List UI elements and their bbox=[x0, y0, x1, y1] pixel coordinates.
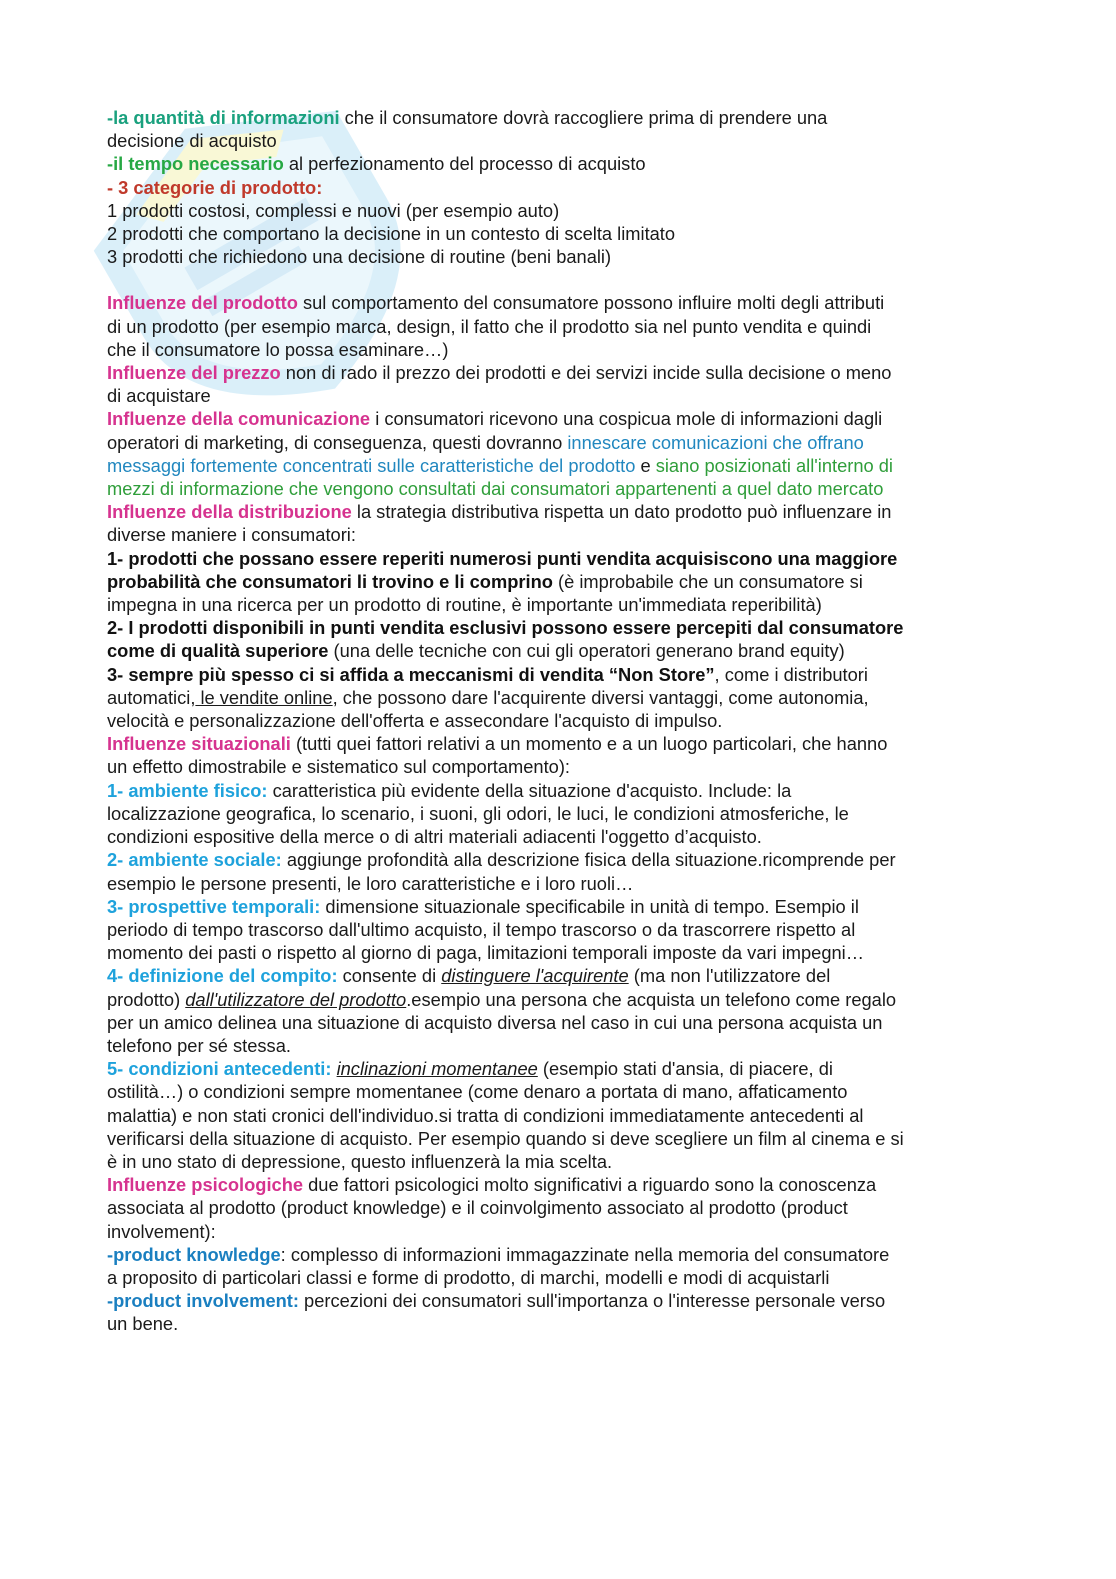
text-line bbox=[107, 1289, 1012, 1312]
text-line bbox=[107, 129, 1012, 152]
text-line bbox=[107, 500, 1012, 523]
text-line bbox=[107, 431, 1012, 454]
text-span: un bene. bbox=[107, 1313, 179, 1335]
text-span: e bbox=[635, 454, 656, 476]
text-line bbox=[107, 222, 1012, 245]
text-span: involvement): bbox=[107, 1220, 216, 1242]
text-line bbox=[107, 407, 1012, 430]
styled-text-span: -product knowledge bbox=[107, 1243, 281, 1265]
text-span: automatici, bbox=[107, 686, 196, 708]
text-span: (è improbabile che un consumatore si bbox=[552, 570, 863, 592]
text-line bbox=[107, 477, 1012, 500]
styled-text-span: -il tempo necessario bbox=[107, 153, 284, 175]
text-span: localizzazione geografica, lo scenario, i suoni, gli odori, le luci, le condizioni atmosferiche, le bbox=[107, 802, 849, 824]
text-line bbox=[107, 291, 1012, 314]
text-span: la strategia distributiva rispetta un dato prodotto può influenzare in bbox=[351, 501, 892, 523]
text-span: velocità e personalizzazione dell'offerta e assecondare l'acquisto di impulso. bbox=[107, 710, 723, 732]
text-line bbox=[107, 1034, 1012, 1057]
styled-text-span: Influenze psicologiche bbox=[107, 1174, 304, 1196]
text-line bbox=[107, 1011, 1012, 1034]
text-span: sul comportamento del consumatore possono influire molti degli attributi bbox=[297, 292, 885, 314]
text-line bbox=[107, 709, 1012, 732]
text-span: di un prodotto (per esempio marca, design, il fatto che il prodotto sia nel punto vendita e quindi bbox=[107, 315, 872, 337]
text-line bbox=[107, 616, 1012, 639]
text-span: associata al prodotto (product knowledge) e il coinvolgimento associato al prodotto (product bbox=[107, 1197, 848, 1219]
text-span: (ma non l'utilizzatore del bbox=[628, 965, 831, 987]
text-span: dimensione situazionale specificabile in unità di tempo. Esempio il bbox=[320, 895, 859, 917]
text-span: malattia) e non stati cronici dell'individuo.si tratta di condizioni immediatamente antecedenti al bbox=[107, 1104, 864, 1126]
styled-text-span: 2- I prodotti disponibili in punti vendita esclusivi possono essere percepiti dal consumatore bbox=[107, 617, 904, 639]
text-span: di acquistare bbox=[107, 385, 211, 407]
text-line bbox=[107, 1243, 1012, 1266]
text-line bbox=[107, 1220, 1012, 1243]
text-span: operatori di marketing, di conseguenza, questi dovranno bbox=[107, 431, 568, 453]
styled-text-span: dall'utilizzatore del prodotto bbox=[185, 988, 407, 1010]
text-span: a proposito di particolari classi e forme di prodotto, di marchi, modelli e modi di acquistarli bbox=[107, 1266, 830, 1288]
text-line bbox=[107, 106, 1012, 129]
text-span: al perfezionamento del processo di acquisto bbox=[283, 153, 646, 175]
text-span: un effetto dimostrabile e sistematico sul comportamento): bbox=[107, 756, 571, 778]
styled-text-span: messaggi fortemente concentrati sulle caratteristiche del prodotto bbox=[107, 454, 636, 476]
styled-text-span: 2- ambiente sociale: bbox=[107, 849, 282, 871]
text-span: i consumatori ricevono una cospicua mole di informazioni dagli bbox=[370, 408, 883, 430]
text-span: periodo di tempo trascorso dall'ultimo acquisto, il tempo trascorso o da trascorrere rispetto al bbox=[107, 918, 856, 940]
styled-text-span: 4- definizione del compito: bbox=[107, 965, 338, 987]
text-span: prodotto) bbox=[107, 988, 186, 1010]
text-span: non di rado il prezzo dei prodotti e dei servizi incide sulla decisione o meno bbox=[280, 362, 892, 384]
text-line bbox=[107, 1127, 1012, 1150]
text-span: è in uno stato di depressione, questo influenzerà la mia scelta. bbox=[107, 1150, 613, 1172]
text-span: percezioni dei consumatori sull'importanza o l'interesse personale verso bbox=[298, 1290, 886, 1312]
text-line bbox=[107, 152, 1012, 175]
text-span: condizioni espositive della merce o di altri materiali adiacenti l'oggetto d’acquisto. bbox=[107, 826, 762, 848]
text-span: momento dei pasti o rispetto al giorno di paga, limitazioni temporali imposte da vari impegni… bbox=[107, 942, 865, 964]
text-span: che il consumatore dovrà raccogliere prima di prendere una bbox=[339, 107, 828, 128]
styled-text-span: le vendite online bbox=[195, 686, 333, 708]
styled-text-span: mezzi di informazione che vengono consultati dai consumatori appartenenti a quel dato mercato bbox=[107, 478, 884, 500]
text-span: 3 prodotti che richiedono una decisione di routine (beni banali) bbox=[107, 246, 612, 268]
styled-text-span: Influenze del prodotto bbox=[107, 292, 298, 314]
styled-text-span: innescare comunicazioni che offrano bbox=[567, 431, 864, 453]
text-span: esempio le persone presenti, le loro caratteristiche e i loro ruoli… bbox=[107, 872, 634, 894]
styled-text-span: distinguere l'acquirente bbox=[441, 965, 629, 987]
document-body bbox=[107, 106, 1012, 1336]
text-span: ostilità…) o condizioni sempre momentanee (come denaro a portata di mano, affaticamento bbox=[107, 1081, 848, 1103]
text-line bbox=[107, 895, 1012, 918]
styled-text-span: 3- prospettive temporali: bbox=[107, 895, 321, 917]
text-span: impegna in una ricerca per un prodotto di routine, è importante un'immediata reperibilità) bbox=[107, 594, 822, 616]
styled-text-span: Influenze della distribuzione bbox=[107, 501, 352, 523]
text-span: 1 prodotti costosi, complessi e nuovi (per esempio auto) bbox=[107, 199, 560, 221]
text-line bbox=[107, 918, 1012, 941]
styled-text-span: siano posizionati all'interno di bbox=[655, 454, 893, 476]
text-span: 2 prodotti che comportano la decisione in un contesto di scelta limitato bbox=[107, 223, 676, 245]
styled-text-span: 1- ambiente fisico: bbox=[107, 779, 268, 801]
text-line bbox=[107, 338, 1012, 361]
styled-text-span: inclinazioni momentanee bbox=[336, 1058, 538, 1080]
text-span: due fattori psicologici molto significativi a riguardo sono la conoscenza bbox=[303, 1174, 877, 1196]
text-line bbox=[107, 802, 1012, 825]
text-line bbox=[107, 1104, 1012, 1127]
styled-text-span: 5- condizioni antecedenti: bbox=[107, 1058, 332, 1080]
text-line bbox=[107, 454, 1012, 477]
text-span: , che possono dare l'acquirente diversi vantaggi, come autonomia, bbox=[332, 686, 869, 708]
text-span: telefono per sé stessa. bbox=[107, 1034, 291, 1056]
text-line bbox=[107, 732, 1012, 755]
text-span: : complesso di informazioni immagazzinate nella memoria del consumatore bbox=[280, 1243, 890, 1265]
text-line bbox=[107, 199, 1012, 222]
styled-text-span: come di qualità superiore bbox=[107, 640, 329, 662]
text-span: consente di bbox=[337, 965, 442, 987]
styled-text-span: Influenze del prezzo bbox=[107, 362, 281, 384]
styled-text-span: Influenze della comunicazione bbox=[107, 408, 371, 430]
text-line bbox=[107, 593, 1012, 616]
text-line bbox=[107, 941, 1012, 964]
text-line bbox=[107, 1150, 1012, 1173]
text-line bbox=[107, 755, 1012, 778]
text-line bbox=[107, 1312, 1012, 1335]
text-span: (esempio stati d'ansia, di piacere, di bbox=[537, 1058, 833, 1080]
text-line bbox=[107, 639, 1012, 662]
text-span: caratteristica più evidente della situazione d'acquisto. Include: la bbox=[267, 779, 792, 801]
text-span: che il consumatore lo possa esaminare…) bbox=[107, 338, 449, 360]
text-span: per un amico delinea una situazione di acquisto diversa nel caso in cui una persona acquista un bbox=[107, 1011, 883, 1033]
text-line bbox=[107, 1057, 1012, 1080]
text-line bbox=[107, 1080, 1012, 1103]
text-span: .esempio una persona che acquista un telefono come regalo bbox=[406, 988, 897, 1010]
styled-text-span: -product involvement: bbox=[107, 1290, 299, 1312]
text-line bbox=[107, 988, 1012, 1011]
text-line bbox=[107, 523, 1012, 546]
text-line bbox=[107, 384, 1012, 407]
styled-text-span: Influenze situazionali bbox=[107, 733, 291, 755]
text-line bbox=[107, 779, 1012, 802]
text-span: , come i distributori bbox=[714, 663, 868, 685]
text-line bbox=[107, 361, 1012, 384]
styled-text-span: probabilità che consumatori li trovino e li comprino bbox=[107, 570, 553, 592]
text-span: decisione di acquisto bbox=[107, 130, 277, 152]
text-span: verificarsi della situazione di acquisto. Per esempio quando si deve scegliere un film al cinema e si bbox=[107, 1127, 904, 1149]
paragraph-gap bbox=[107, 268, 1012, 291]
text-span: aggiunge profondità alla descrizione fisica della situazione.ricomprende per bbox=[281, 849, 896, 871]
text-line bbox=[107, 1173, 1012, 1196]
text-line bbox=[107, 547, 1012, 570]
text-line bbox=[107, 315, 1012, 338]
text-line bbox=[107, 825, 1012, 848]
text-line bbox=[107, 964, 1012, 987]
styled-text-span: -la quantità di informazioni bbox=[107, 107, 340, 128]
text-line bbox=[107, 570, 1012, 593]
text-line bbox=[107, 663, 1012, 686]
text-line bbox=[107, 686, 1012, 709]
text-line bbox=[107, 848, 1012, 871]
text-line bbox=[107, 1196, 1012, 1219]
text-line bbox=[107, 1266, 1012, 1289]
text-span: diverse maniere i consumatori: bbox=[107, 524, 356, 546]
styled-text-span: - 3 categorie di prodotto: bbox=[107, 176, 323, 198]
text-span: (una delle tecniche con cui gli operatori generano brand equity) bbox=[328, 640, 845, 662]
text-line bbox=[107, 245, 1012, 268]
styled-text-span: 1- prodotti che possano essere reperiti numerosi punti vendita acquisiscono una maggiore bbox=[107, 547, 898, 569]
text-line bbox=[107, 872, 1012, 895]
text-span: (tutti quei fattori relativi a un momento e a un luogo particolari, che hanno bbox=[290, 733, 888, 755]
styled-text-span: 3- sempre più spesso ci si affida a meccanismi di vendita “Non Store” bbox=[107, 663, 715, 685]
text-line bbox=[107, 176, 1012, 199]
